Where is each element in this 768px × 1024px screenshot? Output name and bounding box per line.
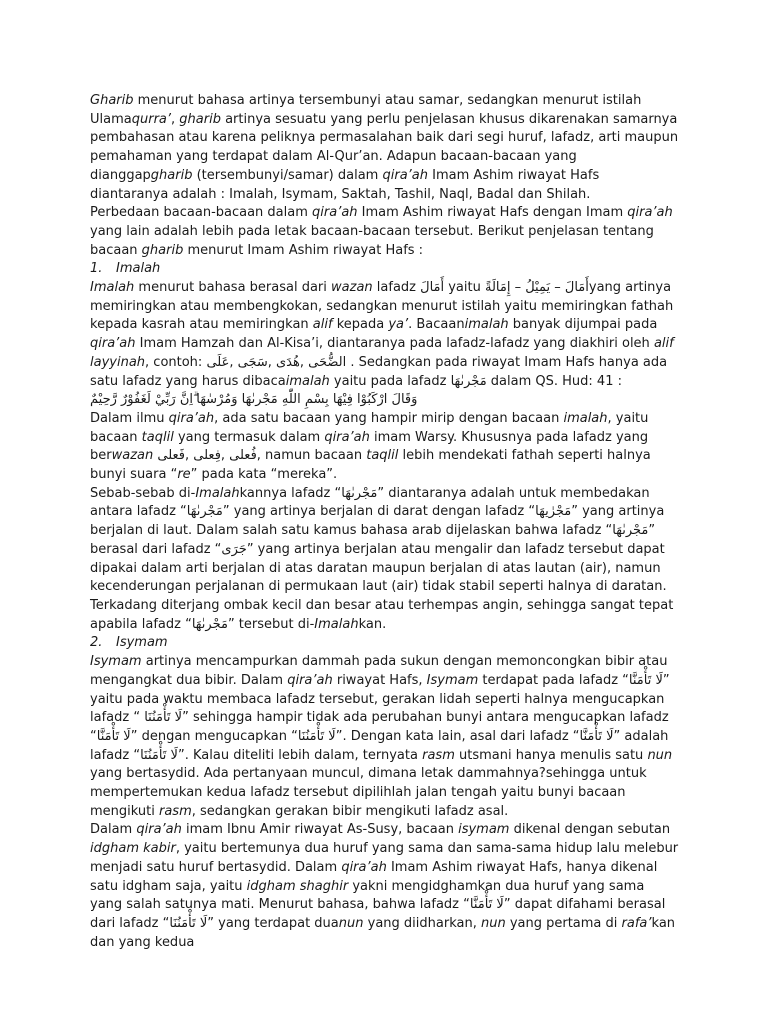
text-run: yang artinya memiringkan atau membengkokan, sedangkan menurut istilah yaitu memiringkan fathah kepada kasrah atau memiringkan: [90, 280, 674, 333]
text-run: yang bertasydid. Ada pertanyaan muncul, dimana letak dammahnya?sehingga untuk mempertemukan kedua lafadz tersebut dipilihlah jalan tengah yaitu bunyi bacaan mengikuti: [90, 766, 647, 819]
text-run: ” yang artinya berjalan di laut. Dalam salah satu kamus bahasa arab dijelaskan bahwa lafadz “: [90, 504, 665, 539]
italic-term: idgham kabir: [90, 841, 176, 857]
text-run: Dalam ilmu: [90, 410, 169, 426]
arabic-term: لَا تَأْمَنُنَا: [144, 710, 183, 726]
italic-term: qira’ah: [90, 336, 136, 352]
text-run: ” sehingga hampir tidak ada perubahan bunyi antara mengucapkan lafadz “: [90, 710, 669, 744]
section-title: Isymam: [116, 635, 168, 651]
italic-term: qurra’: [131, 111, 172, 127]
text-run: ” pada kata “mereka”.: [190, 467, 338, 483]
text-run: Imam Ashim riwayat Hafs, hanya dikenal satu idgham saja, yaitu: [90, 859, 658, 894]
section-title: Imalah: [116, 261, 161, 277]
italic-term: qira’ah: [341, 859, 387, 875]
italic-term: Isymam: [90, 654, 142, 670]
italic-term: qira’ah: [136, 822, 182, 838]
text-run: , yaitu bertemunya dua huruf yang sama dan sama-sama hidup lalu melebur menjadi satu huruf bertasydid. Dalam: [90, 841, 679, 875]
text-run: , ada satu bacaan yang hampir mirip dengan bacaan: [214, 410, 564, 426]
text-run: , yaitu bacaan: [90, 410, 649, 445]
italic-term: gharib: [150, 167, 193, 183]
italic-term: Imalah: [314, 616, 359, 632]
text-run: menurut bahasa berasal dari: [134, 280, 332, 296]
text-run: ” dengan mengucapkan “: [130, 728, 298, 744]
italic-term: wazan: [331, 280, 373, 296]
text-run: lebih mendekati fathah seperti halnya bunyi suara “: [90, 448, 651, 483]
paragraph-p1: [90, 92, 680, 204]
arabic-term: لَا تَأْمَنُنَا: [140, 747, 178, 763]
text-run: yaitu: [444, 280, 485, 296]
arabic-term: لَا تَأْمَنُنَا: [297, 728, 336, 744]
italic-term: taqlil: [141, 429, 174, 445]
text-run: , namun bacaan: [256, 448, 367, 464]
italic-term: gharib: [141, 242, 184, 258]
text-run: ”. Kalau diteliti lebih dalam, ternyata: [177, 747, 423, 763]
italic-term: idgham shaghir: [246, 878, 349, 894]
italic-term: nun: [480, 915, 506, 931]
italic-term: re: [177, 467, 191, 483]
italic-term: qira’ah: [324, 429, 370, 445]
text-run: ” diantaranya adalah untuk membedakan antara lafadz “: [90, 485, 650, 520]
paragraph-p3: [90, 279, 680, 391]
arabic-term: لَا تَأْمَنَّا: [96, 728, 131, 744]
text-run: yang lain adalah lebih pada letak bacaan-bacaan tersebut. Berikut penjelasan tentang bacaan: [90, 223, 654, 258]
text-run: yang termasuk dalam: [173, 429, 325, 445]
text-run: yakni mengidghamkan dua huruf yang sama yang salah satunya mati. Menurut bahasa, bahwa lafadz “: [90, 878, 645, 913]
text-run: ” yaitu pada waktu membaca lafadz tersebut, gerakan lidah seperti halnya mengucapkan lafadz “: [90, 672, 670, 726]
italic-term: imalah: [285, 373, 330, 389]
text-run: artinya mencampurkan dammah pada sukun dengan memoncongkan bibir atau mengangkat dua bibir. Dalam: [90, 654, 668, 688]
text-run: , contoh:: [145, 354, 207, 370]
italic-term: imalah: [563, 410, 608, 426]
text-run: banyak dijumpai pada: [508, 317, 658, 333]
italic-term: rasm: [158, 803, 192, 819]
text-run: menurut Imam Ashim riwayat Hafs :: [183, 242, 424, 258]
text-run: Imam Hamzah dan Al-Kisa’i, diantaranya pada lafadz-lafadz yang diakhiri oleh: [135, 336, 654, 352]
arabic-term: جَرَى: [221, 541, 247, 557]
text-run: imam Ibnu Amir riwayat As-Susy, bacaan: [181, 822, 459, 838]
section-number: 2.: [90, 635, 103, 651]
text-run: Perbedaan bacaan-bacaan dalam: [90, 205, 313, 221]
paragraph-p4: [90, 410, 680, 485]
paragraph-p6: [90, 653, 680, 821]
text-run: . Sedangkan pada riwayat Imam Hafs hanya ada satu lafadz yang harus dibaca: [90, 354, 668, 389]
text-run: ” tersebut di-: [227, 616, 315, 632]
italic-term: ya’: [388, 317, 409, 333]
arabic-term: مَجْرىٰهَا: [341, 485, 378, 501]
italic-term: nun: [338, 915, 364, 931]
arabic-term: مَجْرىٰهَا: [191, 616, 228, 632]
text-run: terdapat pada lafadz “: [478, 672, 629, 688]
italic-term: isymam: [458, 822, 510, 838]
italic-term: alif: [312, 317, 333, 333]
arabic-term: مَجْرىٰهَا: [186, 504, 223, 520]
text-run: . Bacaan: [408, 317, 465, 333]
arabic-term: مَجْرىٰهَا: [450, 373, 487, 389]
text-run: dalam QS. Hud: 41 :: [486, 373, 622, 389]
text-run: menurut bahasa artinya tersembunyi atau samar, sedangkan menurut istilah Ulama: [90, 93, 642, 127]
text-run: lafadz: [372, 280, 421, 296]
text-run: artinya sesuatu yang perlu penjelasan khusus dikarenakan samarnya pembahasan atau karena peliknya permasalahan baik dari segi huruf, lafadz, arti maupun pemahaman yang terdapat dalam Al-Qur’an. Adapun bacaan-bacaan yang dianggap: [90, 111, 679, 183]
arabic-term: أَمَالَ – يَمِيْلُ – إِمَالَةً: [484, 280, 589, 296]
text-run: ” yang terdapat dua: [207, 915, 339, 931]
arabic-term: لَا تَأْمَنُنَا: [169, 915, 208, 931]
text-run: Imam Ashim riwayat Hafs dengan Imam: [357, 205, 628, 221]
text-run: yang diidharkan,: [363, 915, 481, 931]
text-run: ” adalah lafadz “: [90, 728, 669, 763]
italic-term: rasm: [422, 747, 455, 763]
text-run: ” berasal dari lafadz “: [90, 523, 656, 557]
italic-term: qira’ah: [312, 205, 358, 221]
paragraph-p2: [90, 204, 680, 260]
arabic-term: لَا تَأْمَنَّا: [579, 728, 614, 744]
italic-term: imalah: [464, 317, 509, 333]
arabic-term: لَا تَأْمَنَّا: [469, 897, 504, 913]
text-run: ” yang artinya berjalan di darat dengan lafadz “: [222, 504, 536, 520]
italic-term: alif layyinah: [90, 336, 674, 370]
italic-term: Imalah: [90, 280, 135, 296]
text-run: imam Warsy. Khususnya pada lafadz yang ber: [90, 429, 649, 464]
text-run: yang pertama di: [505, 915, 622, 931]
paragraph-p5: [90, 485, 680, 635]
italic-term: gharib: [179, 111, 221, 127]
text-run: ”. Dengan kata lain, asal dari lafadz “: [335, 728, 580, 744]
text-run: ” yang artinya berjalan atau mengalir dan lafadz tersebut dapat dipakai dalam arti berjalan di atas daratan maupun berjalan di atas lautan (air), namun kecenderungan perjalanan di permukaan laut (air) tidak stabil seperti halnya di daratan. Terkadang diterjang ombak kecil dan besar atau terhempas angin, sehingga sangat tepat apabila lafadz “: [90, 541, 674, 632]
text-run: ” dapat difahami berasal dari lafadz “: [90, 897, 666, 931]
arabic-term: مَجْرٰيهَا: [535, 504, 572, 520]
document-body: [90, 92, 680, 952]
italic-term: qira’ah: [287, 672, 333, 688]
text-run: Imam Ashim riwayat Hafs diantaranya adalah : Imalah, Isymam, Saktah, Tashil, Naql, Badal dan Shilah.: [90, 167, 600, 202]
arabic-term: لَا تَأْمَنَّا: [628, 672, 663, 688]
text-run: ,: [171, 111, 180, 127]
quran-verse: وَقَالَ ارْكَبُوْا فِيْهَا بِسْمِ اللّٰهِ مَجْرىٰهَا وَمُرْسٰهَا ۗاِنَّ رَبِّيْ لَغَفُوْرٌ رَّحِيْمٌ: [90, 392, 418, 408]
text-run: riwayat Hafs,: [332, 672, 427, 688]
arabic-term: فُعلى ,فِعلى ,فَعلى: [157, 448, 257, 464]
italic-term: rafa’: [621, 915, 652, 931]
arabic-term: مَجْرىٰهَا: [612, 523, 649, 539]
italic-term: wazan: [111, 448, 154, 464]
italic-term: qira’ah: [382, 167, 428, 183]
text-run: yaitu pada lafadz: [329, 373, 451, 389]
section-heading-imalah: [90, 260, 680, 279]
italic-term: Imalah: [195, 485, 240, 501]
italic-term: qira’ah: [627, 205, 673, 221]
italic-term: Isymam: [426, 672, 479, 688]
text-run: utsmani hanya menulis satu: [454, 747, 648, 763]
italic-term: nun: [647, 747, 673, 763]
arabic-term: الضُّحَى ,هُدَى ,سَجَى ,عَلَى: [206, 354, 347, 370]
text-run: , sedangkan gerakan bibir mengikuti lafadz asal.: [191, 803, 509, 819]
section-heading-isymam: [90, 634, 680, 653]
text-run: kan.: [358, 616, 387, 632]
arabic-term: أَمَالَ: [420, 280, 445, 296]
text-run: kan dan yang kedua: [90, 915, 676, 950]
italic-term: Gharib: [90, 93, 134, 108]
italic-term: taqlil: [366, 448, 399, 464]
text-run: kepada: [332, 317, 389, 333]
text-run: Sebab-sebab di-: [90, 485, 196, 501]
text-run: dikenal dengan sebutan: [509, 822, 671, 838]
section-number: 1.: [90, 261, 103, 277]
text-run: kannya lafadz “: [239, 485, 342, 501]
paragraph-p7: [90, 821, 680, 952]
italic-term: qira’ah: [168, 410, 215, 426]
text-run: Dalam: [90, 822, 137, 838]
text-run: (tersembunyi/samar) dalam: [192, 167, 383, 183]
